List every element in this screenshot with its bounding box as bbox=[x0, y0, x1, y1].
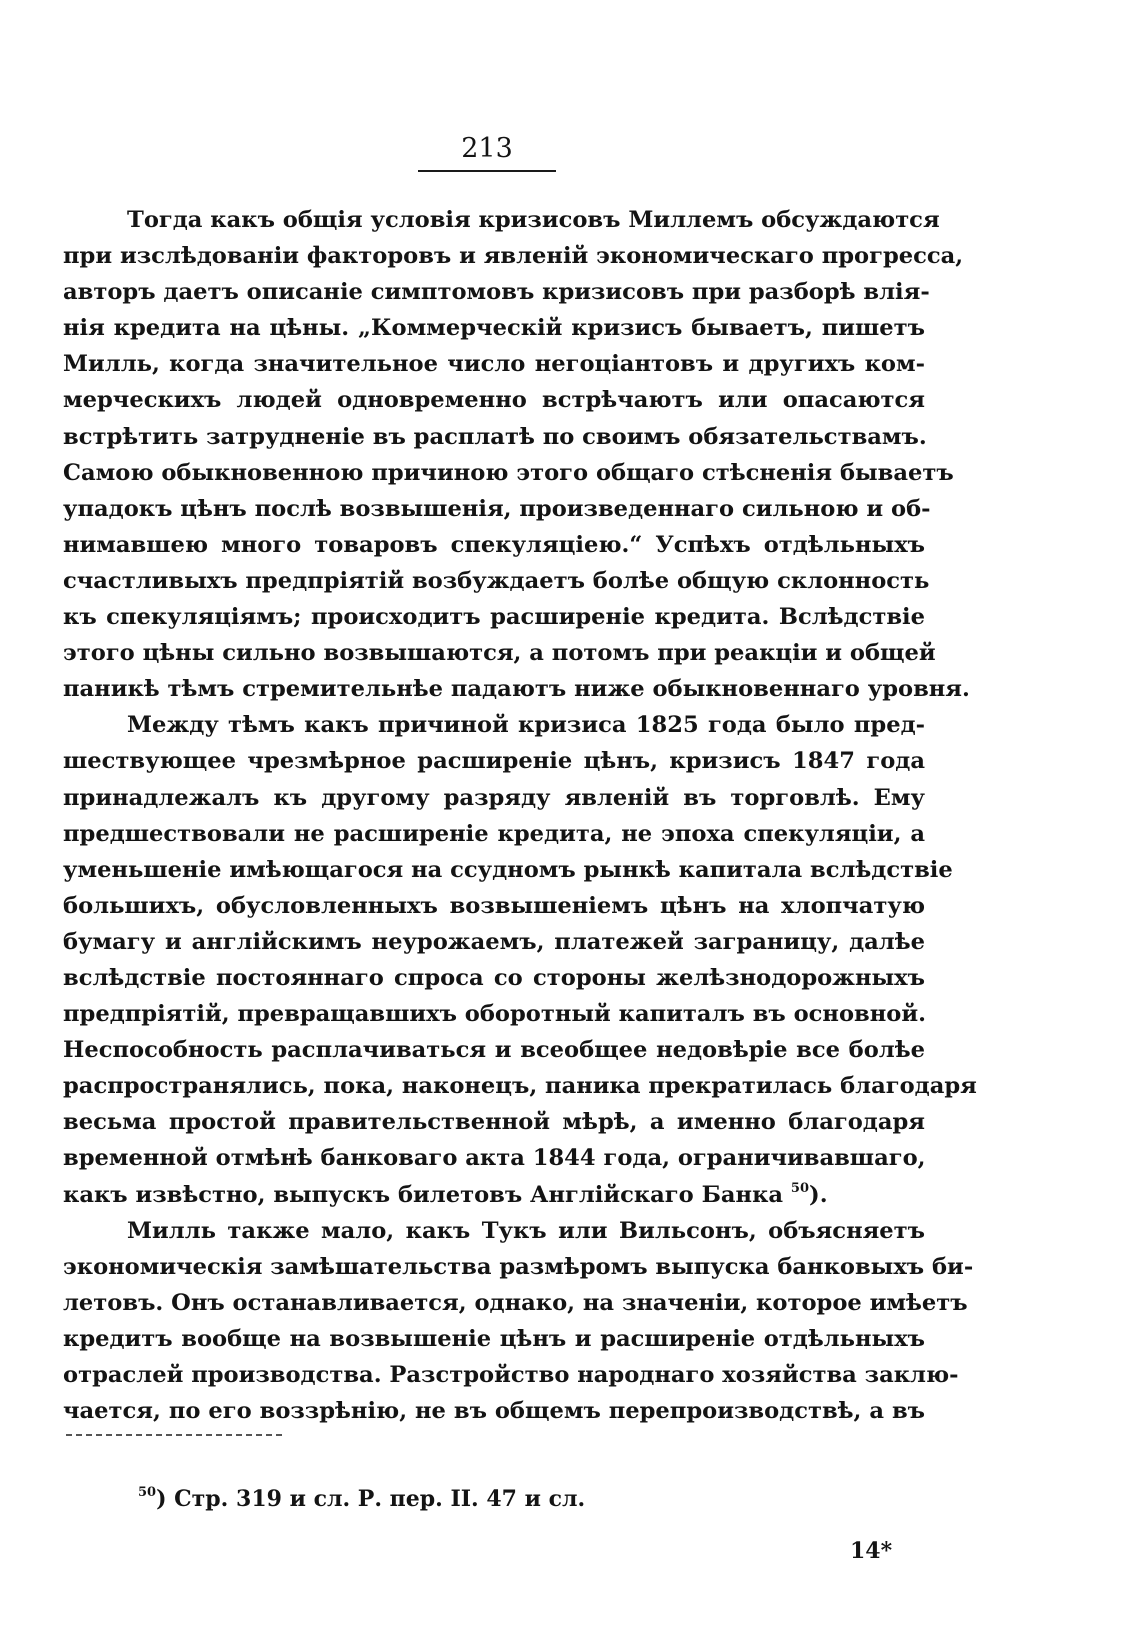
text-line bbox=[63, 1213, 925, 1249]
page-number: 213 bbox=[461, 133, 513, 164]
text-line-content: Милль, когда значительное число негоціантовъ и другихъ ком- bbox=[63, 351, 925, 378]
text-line-content: къ спекуляціямъ; происходитъ расширеніе кредита. Вслѣдствіе bbox=[63, 604, 925, 631]
text-line bbox=[63, 635, 936, 671]
text-line-content: большихъ, обусловленныхъ возвышеніемъ цѣнъ на хлопчатую bbox=[63, 892, 925, 919]
text-line-content: Милль также мало, какъ Тукъ или Вильсонъ, объясняетъ bbox=[127, 1217, 925, 1244]
text-line bbox=[63, 1321, 925, 1357]
footnote bbox=[138, 1486, 585, 1512]
text-line-content: паникѣ тѣмъ стремительнѣе падаютъ ниже обыкновеннаго уровня. bbox=[63, 676, 970, 703]
text-line bbox=[63, 671, 970, 707]
text-line bbox=[63, 1177, 925, 1213]
text-line-content: распространялись, пока, наконецъ, паника прекратилась благодаря bbox=[63, 1073, 977, 1100]
footnote-marker: 50 bbox=[138, 1485, 157, 1500]
text-line-content: кредитъ вообще на возвышеніе цѣнъ и расширеніе отдѣльныхъ bbox=[63, 1325, 925, 1352]
text-line-content: встрѣтить затрудненіе въ расплатѣ по своимъ обязательствамъ. bbox=[63, 423, 927, 450]
text-line bbox=[63, 1393, 925, 1429]
text-line-content: Самою обыкновенною причиною этого общаго стѣсненія бываетъ bbox=[63, 459, 954, 486]
text-line bbox=[63, 960, 925, 996]
text-line-content: мерческихъ людей одновременно встрѣчаютъ или опасаются bbox=[63, 387, 925, 414]
text-line-content: предпріятій, превращавшихъ оборотный капиталъ въ основной. bbox=[63, 1001, 926, 1028]
text-line-main: какъ извѣстно, выпускъ билетовъ Англійскаго Банка bbox=[63, 1181, 784, 1208]
text-line-content: отраслей производства. Разстройство народнаго хозяйства заклю- bbox=[63, 1362, 959, 1388]
text-line bbox=[63, 996, 925, 1032]
text-line-content: Неспособность расплачиваться и всеобщее недовѣріе все болѣе bbox=[63, 1037, 925, 1064]
text-line-content: предшествовали не расширеніе кредита, не эпоха спекуляціи, а bbox=[63, 820, 925, 847]
text-line-tail: ). bbox=[809, 1181, 828, 1208]
text-line bbox=[63, 1068, 977, 1104]
text-line-content: принадлежалъ къ другому разряду явленій въ торговлѣ. Ему bbox=[63, 784, 925, 811]
text-line bbox=[63, 527, 925, 563]
text-line-content: упадокъ цѣнъ послѣ возвышенія, произведеннаго сильною и об- bbox=[63, 495, 931, 522]
text-line bbox=[63, 1104, 925, 1140]
text-line bbox=[63, 455, 954, 491]
text-line bbox=[63, 346, 925, 382]
footnote-reference: 50 bbox=[790, 1180, 810, 1196]
text-line-content: этого цѣны сильно возвышаются, а потомъ при реакціи и общей bbox=[63, 640, 936, 667]
text-line bbox=[63, 816, 925, 852]
text-line bbox=[63, 1032, 925, 1068]
text-line-content: уменьшеніе имѣющагося на ссудномъ рынкѣ капитала вслѣдствіе bbox=[63, 856, 953, 883]
text-line-content: бумагу и англійскимъ неурожаемъ, платежей заграницу, далѣе bbox=[63, 928, 925, 955]
text-line-content: при изслѣдованіи факторовъ и явленій экономическаго прогресса, bbox=[63, 243, 964, 270]
text-line-content: нія кредита на цѣны. „Коммерческій кризисъ бываетъ, пишетъ bbox=[63, 315, 925, 342]
text-line bbox=[63, 743, 925, 779]
text-line bbox=[63, 310, 925, 346]
text-line-content: нимавшею много товаровъ спекуляціею.“ Успѣхъ отдѣльныхъ bbox=[63, 531, 925, 558]
page-number-rule bbox=[418, 170, 556, 172]
text-line-content: весьма простой правительственной мѣрѣ, а именно благодаря bbox=[63, 1109, 925, 1136]
signature-mark: 14* bbox=[850, 1538, 893, 1564]
text-line bbox=[63, 924, 925, 960]
text-line-content: авторъ даетъ описаніе симптомовъ кризисовъ при разборѣ влія- bbox=[63, 279, 930, 306]
text-line bbox=[63, 888, 925, 924]
text-line bbox=[63, 599, 925, 635]
text-line-content: счастливыхъ предпріятій возбуждаетъ болѣе общую склонность bbox=[63, 567, 930, 594]
footnote-rule bbox=[66, 1434, 282, 1436]
text-line bbox=[63, 274, 930, 310]
text-line bbox=[63, 780, 925, 816]
body-text bbox=[63, 202, 977, 1429]
text-line bbox=[63, 852, 953, 888]
footnote-text: ) Стр. 319 и сл. Р. пер. II. 47 и сл. bbox=[156, 1486, 586, 1512]
text-line-content: Между тѣмъ какъ причиной кризиса 1825 года было пред- bbox=[127, 712, 925, 739]
text-line bbox=[63, 1140, 925, 1176]
text-line bbox=[63, 1357, 959, 1393]
text-line bbox=[63, 1249, 974, 1285]
text-line bbox=[63, 382, 925, 418]
text-line bbox=[63, 1285, 968, 1321]
text-line-content: летовъ. Онъ останавливается, однако, на значеніи, которое имѣетъ bbox=[63, 1289, 968, 1316]
text-line-content: чается, по его воззрѣнію, не въ общемъ перепроизводствѣ, а въ bbox=[63, 1398, 925, 1425]
text-line bbox=[63, 707, 925, 743]
text-line-content: вслѣдствіе постояннаго спроса со стороны желѣзнодорожныхъ bbox=[63, 964, 925, 991]
text-line-content: Тогда какъ общія условія кризисовъ Миллемъ обсуждаются bbox=[127, 207, 940, 233]
text-line bbox=[63, 202, 940, 238]
text-line bbox=[63, 563, 930, 599]
text-line bbox=[63, 238, 964, 274]
text-line-content: временной отмѣнѣ банковаго акта 1844 года, ограничивавшаго, bbox=[63, 1145, 926, 1172]
text-line-content: экономическія замѣшательства размѣромъ выпуска банковыхъ би- bbox=[63, 1253, 974, 1280]
text-line bbox=[63, 419, 925, 455]
text-line bbox=[63, 491, 931, 527]
text-line-content bbox=[63, 1182, 828, 1208]
text-line-content: шествующее чрезмѣрное расширеніе цѣнъ, кризисъ 1847 года bbox=[63, 748, 925, 775]
